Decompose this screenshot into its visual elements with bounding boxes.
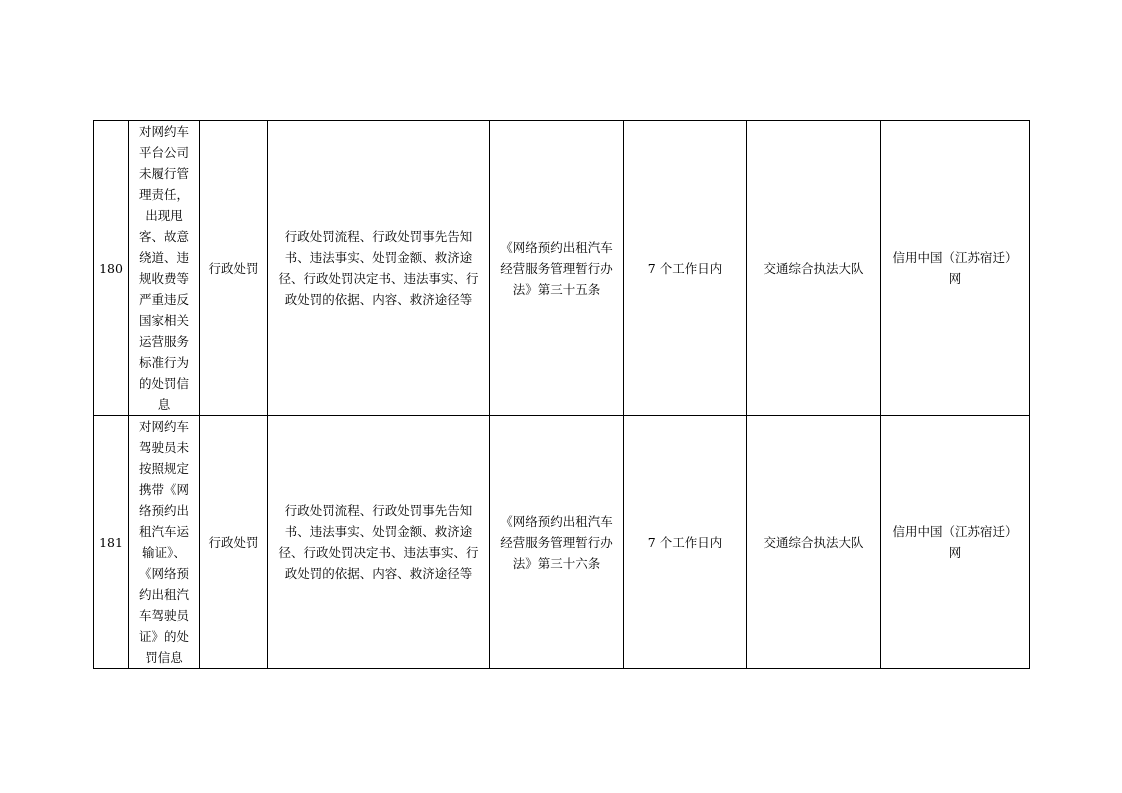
- item-text: 对网约车平台公司未履行管理责任，出现甩客、故意绕道、违规收费等严重违反国家相关运营服务标准行为的处罚信息: [138, 124, 189, 412]
- item-text: 对网约车驾驶员未按照规定携带《网络预约出租汽车运输证》、《网络预约出租汽车驾驶员证》的处罚信息: [138, 419, 189, 665]
- basis-text: 《网络预约出租汽车经营服务管理暂行办法》第三十六条: [500, 513, 613, 571]
- category-cell: [200, 121, 268, 416]
- channel-text: 信用中国（江苏宿迁）网: [892, 250, 1018, 286]
- time-limit-cell: [624, 416, 747, 669]
- table-row: [94, 121, 1030, 416]
- department-text: 交通综合执法大队: [763, 260, 864, 276]
- time-limit-cell: [624, 121, 747, 416]
- item-cell: [129, 416, 200, 669]
- department-cell: [747, 121, 881, 416]
- row-number: 181: [99, 534, 123, 550]
- item-cell: [129, 121, 200, 416]
- category-text: 行政处罚: [208, 260, 259, 276]
- department-text: 交通综合执法大队: [763, 534, 864, 550]
- row-number-cell: [94, 416, 129, 669]
- content-text: 行政处罚流程、行政处罚事先告知书、违法事实、处罚金额、救济途径、行政处罚决定书、违法事实、行政处罚的依据、内容、救济途径等: [278, 503, 479, 581]
- basis-text: 《网络预约出租汽车经营服务管理暂行办法》第三十五条: [500, 239, 613, 297]
- channel-cell: [881, 121, 1030, 416]
- channel-text: 信用中国（江苏宿迁）网: [892, 524, 1018, 560]
- time-limit-text: 7 个工作日内: [647, 534, 723, 550]
- content-cell: [268, 416, 490, 669]
- content-text: 行政处罚流程、行政处罚事先告知书、违法事实、处罚金额、救济途径、行政处罚决定书、违法事实、行政处罚的依据、内容、救济途径等: [278, 229, 479, 307]
- row-number: 180: [99, 260, 123, 276]
- category-text: 行政处罚: [208, 534, 259, 550]
- department-cell: [747, 416, 881, 669]
- table-row: [94, 416, 1030, 669]
- time-limit-text: 7 个工作日内: [647, 260, 723, 276]
- content-cell: [268, 121, 490, 416]
- basis-cell: [490, 416, 624, 669]
- channel-cell: [881, 416, 1030, 669]
- row-number-cell: [94, 121, 129, 416]
- disclosure-table: [93, 120, 1030, 669]
- category-cell: [200, 416, 268, 669]
- basis-cell: [490, 121, 624, 416]
